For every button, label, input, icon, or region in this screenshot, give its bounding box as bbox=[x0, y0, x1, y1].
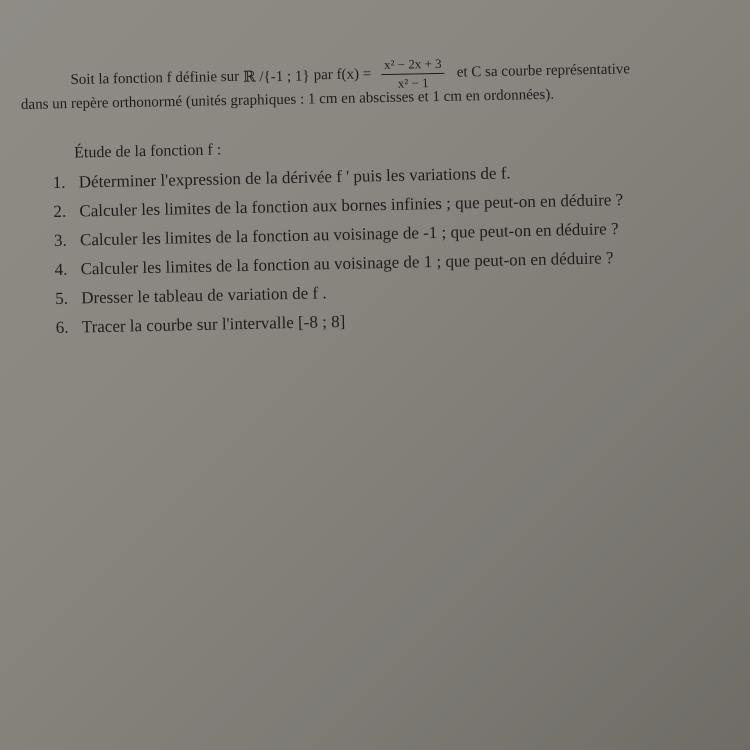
section-title: Étude de la fonction f : bbox=[73, 141, 222, 162]
fraction-denominator: x² − 1 bbox=[397, 75, 429, 92]
item-text: Tracer la courbe sur l'intervalle [-8 ; 8] bbox=[81, 311, 346, 337]
item-number: 2. bbox=[53, 201, 67, 221]
item-number: 6. bbox=[55, 317, 69, 337]
function-label: par f(x) = bbox=[313, 66, 372, 84]
domain-set: ℝ /{-1 ; 1} bbox=[243, 68, 310, 87]
list-item bbox=[53, 190, 623, 222]
intro-line-2: dans un repère orthonormé (unités graphiques : 1 cm en abscisses et 1 cm en ordonnées). bbox=[20, 86, 555, 113]
item-number: 5. bbox=[55, 288, 69, 308]
list-item bbox=[54, 219, 619, 251]
study-section bbox=[52, 132, 692, 337]
item-text: Calculer les limites de la fonction au voisinage de -1 ; que peut-on en déduire ? bbox=[79, 219, 619, 250]
item-text: Dresser le tableau de variation de f . bbox=[81, 283, 327, 308]
item-number: 3. bbox=[53, 230, 67, 250]
list-item bbox=[55, 283, 327, 309]
item-text: Déterminer l'expression de la dérivée f ' puis les variations de f. bbox=[78, 163, 511, 192]
list-item bbox=[54, 248, 613, 280]
item-text: Calculer les limites de la fonction aux bornes infinies ; que peut-on en déduire ? bbox=[79, 190, 624, 221]
item-number: 1. bbox=[52, 172, 66, 192]
function-fraction bbox=[381, 57, 445, 92]
list-item bbox=[53, 163, 511, 193]
problem-statement bbox=[20, 42, 710, 113]
fraction-numerator: x² − 2x + 3 bbox=[381, 57, 445, 76]
item-number: 4. bbox=[54, 259, 68, 279]
intro-prefix: Soit la fonction f définie sur bbox=[70, 69, 240, 89]
intro-suffix: et C sa courbe représentative bbox=[456, 61, 631, 81]
list-item bbox=[56, 312, 346, 338]
item-text: Calculer les limites de la fonction au voisinage de 1 ; que peut-on en déduire ? bbox=[80, 248, 614, 279]
